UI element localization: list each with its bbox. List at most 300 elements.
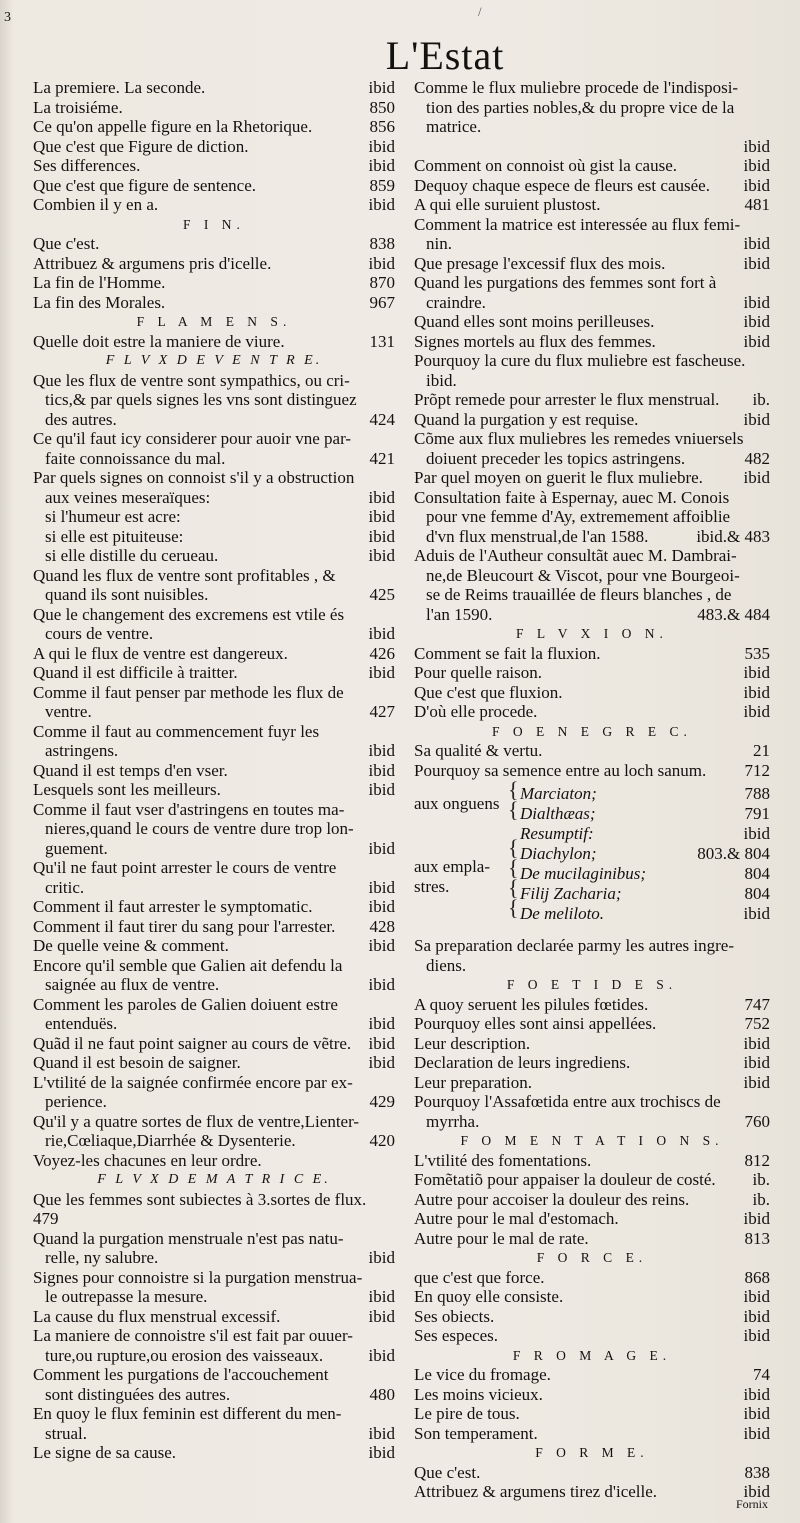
entry-text: La premiere. La seconde. [33, 78, 206, 97]
index-entry [414, 78, 770, 98]
index-entry [33, 78, 395, 98]
index-entry [33, 117, 395, 137]
index-entry [414, 1287, 770, 1307]
entry-text: Quelle doit estre la maniere de viure. [33, 331, 285, 351]
page-ref: 429 [369, 1092, 395, 1111]
index-entry [414, 1190, 770, 1210]
entry-text: si elle distille du cerueau. [45, 546, 219, 565]
entry-text: Comment la matrice est interessée au flux femi- [414, 214, 741, 234]
index-entry [414, 98, 770, 118]
brace-emplastres: { [508, 835, 519, 860]
index-entry [414, 1326, 770, 1346]
brace-item-text: De meliloto. [520, 904, 605, 923]
index-entry [414, 546, 770, 566]
entry-text: ne,de Bleucourt & Viscot, pour vne Bourgeoi- [426, 565, 740, 585]
page-ref: ibid [368, 1423, 395, 1443]
index-entry [33, 780, 395, 800]
page-ref: ibid [743, 824, 770, 843]
index-entry [414, 449, 770, 469]
index-entry [414, 1463, 770, 1483]
entry-text: des autres. [45, 409, 117, 429]
index-entry [33, 644, 395, 664]
index-entry [414, 1404, 770, 1424]
entry-text: que c'est que force. [414, 1267, 545, 1287]
index-entry [414, 332, 770, 352]
page-ref: ibid [743, 1287, 770, 1306]
page-ref: 967 [369, 292, 395, 312]
brace-list-item [414, 904, 770, 924]
index-entry [33, 566, 395, 586]
page-ref: ibid [743, 1209, 770, 1228]
index-entry [33, 488, 395, 508]
index-entry [33, 527, 395, 547]
entry-text: Combien il y en a. [33, 195, 159, 214]
entry-text: Son temperament. [414, 1423, 538, 1443]
section-heading: F L V X D E V E N T R E. [105, 353, 323, 368]
entry-text: ibid. [426, 370, 457, 390]
index-entry [414, 1268, 770, 1288]
index-entry [33, 800, 395, 820]
entry-text: Signes mortels au flux des femmes. [414, 331, 656, 351]
page-ref: 480 [369, 1384, 395, 1404]
entry-text: Attribuez & argumens pris d'icelle. [33, 253, 272, 273]
index-entry [414, 1209, 770, 1229]
index-entry [33, 429, 395, 449]
page-ref: 21 [753, 741, 770, 760]
entry-text: craindre. [426, 292, 486, 312]
entry-text: A quoy seruent les pilules fœtides. [414, 994, 649, 1014]
index-entry [33, 1268, 395, 1288]
entry-text: Pourquoy l'Assafœtida entre aux trochiscs de [414, 1092, 721, 1111]
section-heading: F L A M E N S. [136, 314, 292, 329]
right-column-bottom [414, 936, 770, 1502]
entry-text: La fin des Morales. [33, 292, 166, 312]
index-entry [414, 1053, 770, 1073]
entry-text: Quand il est besoin de saigner. [33, 1053, 241, 1072]
index-entry [33, 507, 395, 527]
index-entry [414, 1112, 770, 1132]
entry-text: Quand les flux de ventre sont profitables , & [33, 565, 336, 585]
entry-text: Leur preparation. [414, 1072, 532, 1092]
index-entry [33, 1346, 395, 1366]
entry-text: Ses differences. [33, 156, 141, 175]
page-ref: ibid [743, 1423, 770, 1443]
entry-text: le outrepasse la mesure. [45, 1287, 208, 1306]
index-entry [414, 273, 770, 293]
index-entry [414, 1092, 770, 1112]
index-entry [414, 429, 770, 449]
page-ref: 803.& 804 [697, 844, 770, 863]
entry-text: Le vice du fromage. [414, 1365, 551, 1384]
index-entry [33, 410, 395, 430]
section-heading: F O M E N T A T I O N S. [460, 1133, 724, 1148]
page-ref: 131 [369, 331, 395, 351]
entry-text: En quoy le flux feminin est different du men- [33, 1404, 342, 1423]
index-entry [414, 1151, 770, 1171]
index-entry [33, 1229, 395, 1249]
index-entry [33, 936, 395, 956]
index-entry [33, 897, 395, 917]
page-ref: 421 [369, 448, 395, 468]
page-ref: ibid [743, 663, 770, 682]
page-ref: ibid [368, 1033, 395, 1053]
entry-text: Quand il est difficile à traitter. [33, 663, 238, 682]
page-ref: ibid [743, 702, 770, 721]
page-ref: ibid [368, 663, 395, 682]
index-entry [33, 1443, 395, 1463]
page-ref: ibid [368, 1248, 395, 1267]
index-entry [414, 1034, 770, 1054]
page-ref: ibid [743, 468, 770, 487]
index-entry [414, 566, 770, 586]
page-ref: ibid [368, 975, 395, 994]
entry-text: perience. [45, 1092, 107, 1111]
page-ref: ibid [743, 175, 770, 195]
entry-text: si l'humeur est acre: [45, 507, 181, 526]
index-entry [33, 1248, 395, 1268]
index-entry [414, 1365, 770, 1385]
entry-text: Quand elles sont moins perilleuses. [414, 312, 655, 331]
index-entry [414, 371, 770, 391]
page-ref: 425 [369, 585, 395, 604]
index-entry [33, 1307, 395, 1327]
entry-text: Quand la purgation y est requise. [414, 409, 639, 429]
brace-onguens: { [508, 777, 519, 802]
index-entry [414, 1482, 770, 1502]
index-entry [414, 410, 770, 430]
entry-text: matrice. [426, 117, 482, 136]
page-ref: ibid [743, 331, 770, 351]
entry-text: Pourquoy sa semence entre au loch sanum. [414, 760, 707, 780]
index-entry [33, 605, 395, 625]
index-entry [414, 741, 770, 761]
index-entry [414, 215, 770, 235]
index-entry [33, 1034, 395, 1054]
entry-text: saignée au flux de ventre. [45, 975, 220, 994]
index-entry [33, 1190, 395, 1210]
entry-text: La cause du flux menstrual excessif. [33, 1306, 281, 1326]
index-entry [414, 312, 770, 332]
page-ref: ibid [368, 1345, 395, 1365]
entry-text: Comme le flux muliebre procede de l'indisposi- [414, 78, 739, 97]
index-entry [414, 293, 770, 313]
page-ref: 760 [744, 1111, 770, 1131]
entry-text: Pourquoy elles sont ainsi appellées. [414, 1014, 657, 1033]
entry-text: Sa qualité & vertu. [414, 741, 543, 760]
page-ref: ibid [368, 760, 395, 780]
page-ref: ibid [368, 487, 395, 507]
entry-text: Qu'il y a quatre sortes de flux de ventre,Lienter- [33, 1111, 360, 1131]
entry-text: Comme il faut au commencement fuyr les [33, 721, 320, 741]
ointment-plaster-brace-list [414, 777, 770, 936]
index-entry [33, 761, 395, 781]
index-entry [414, 1170, 770, 1190]
page-ref: ibid [368, 936, 395, 955]
page-ref: ibid [368, 877, 395, 897]
index-entry [414, 936, 770, 956]
page-ref: 74 [753, 1365, 770, 1384]
entry-text: Comme il faut penser par methode les flux de [33, 682, 344, 702]
page-ref: ibid [368, 195, 395, 214]
entry-text: se de Reims trauaillée de fleurs blanches , de [426, 585, 732, 604]
brace-emplastres-3: { [508, 875, 519, 900]
section-heading: F O R C E. [536, 1250, 648, 1265]
entry-text: myrrha. [426, 1111, 480, 1131]
entry-text: Pourquoy la cure du flux muliebre est fascheuse. [414, 351, 746, 370]
page-ref: 483.& 484 [697, 604, 770, 624]
right-column-top [414, 78, 770, 780]
page-ref: ibid [743, 253, 770, 273]
page-ref: ibid [743, 1072, 770, 1092]
index-entry [414, 644, 770, 664]
page-ref: 838 [744, 1462, 770, 1482]
entry-text: Leur description. [414, 1033, 531, 1053]
entry-text: Que le changement des excremens est vtile és [33, 604, 345, 624]
index-entry [414, 956, 770, 976]
page-ref: ibid [743, 904, 770, 923]
brace-group-label-emplastres: aux empla- stres. [414, 857, 490, 896]
page-ref: ibid.& 483 [696, 526, 770, 546]
page-ref: 868 [744, 1267, 770, 1287]
page-ref: ib. [752, 1170, 770, 1189]
brace-item-text: Resumptif: [520, 824, 594, 843]
index-entry [33, 1151, 395, 1171]
index-entry [33, 722, 395, 742]
entry-text: Quand les purgations des femmes sont fort à [414, 273, 717, 292]
brace-list-item [414, 884, 770, 904]
brace-list-item [414, 784, 770, 804]
index-entry [33, 819, 395, 839]
section-heading: F R O M A G E. [512, 1347, 672, 1363]
entry-text: ventre. [45, 702, 92, 721]
index-entry [33, 585, 395, 605]
brace-item-text: Dialthæas; [520, 804, 596, 823]
entry-text: La maniere de connoistre s'il est fait par ouuer- [33, 1326, 353, 1345]
index-entry [33, 1112, 395, 1132]
section-heading: F O E T I D E S. [506, 977, 678, 992]
page-ref: ib. [752, 1189, 770, 1209]
entry-text: Ses obiects. [414, 1306, 495, 1326]
page-ref: ibid [368, 78, 395, 97]
brace-emplastres-2: { [508, 855, 519, 880]
entry-text: si elle est pituiteuse: [45, 526, 184, 546]
page-ref: 870 [369, 273, 395, 292]
index-column-right [414, 78, 770, 1502]
brace-list-item [414, 844, 770, 864]
entry-text: D'où elle procede. [414, 702, 538, 721]
index-entry [33, 468, 395, 488]
entry-text: Voyez-les chacunes en leur ordre. [33, 1150, 262, 1170]
entry-text: La fin de l'Homme. [33, 273, 166, 292]
index-entry [33, 195, 395, 215]
entry-text: nin. [426, 234, 452, 253]
entry-text: Les moins vicieux. [414, 1384, 543, 1404]
page-ref: 813 [744, 1228, 770, 1248]
page-ref: ibid [743, 292, 770, 312]
index-entry [414, 507, 770, 527]
page-ref: ibid [368, 136, 395, 156]
entry-text: La troisiéme. [33, 97, 123, 117]
top-mark: / [478, 4, 482, 19]
page-ref: ibid [743, 136, 770, 156]
index-entry [33, 1326, 395, 1346]
page-ref: ibid [368, 507, 395, 526]
brace-item-text: Marciaton; [520, 784, 597, 803]
page-ref: ibid [368, 1287, 395, 1306]
entry-text: l'an 1590. [426, 604, 493, 624]
page-ref: ibid [368, 156, 395, 175]
entry-text: Qu'il ne faut point arrester le cours de ventre [33, 858, 337, 877]
page-ref: 859 [369, 175, 395, 195]
index-entry [33, 995, 395, 1015]
entry-text: Que les femmes sont subiectes à 3.sortes de flux. [33, 1189, 367, 1209]
entry-text: L'vtilité de la saignée confirmée encore par ex- [33, 1072, 353, 1092]
page-ref: 535 [744, 643, 770, 663]
entry-text: doiuent preceder les topics astringens. [426, 448, 686, 468]
entry-text: Comment les paroles de Galien doiuent estre [33, 994, 338, 1014]
brace-list-item [414, 824, 770, 844]
page-ref: ibid [368, 1443, 395, 1462]
index-entry [33, 858, 395, 878]
section-heading: F I N. [183, 216, 245, 232]
index-entry [414, 1385, 770, 1405]
entry-text: Que c'est. [414, 1462, 481, 1482]
page-ref: 791 [744, 804, 770, 823]
index-entry [33, 702, 395, 722]
index-entry [33, 878, 395, 898]
entry-text: Comment il faut tirer du sang pour l'arrester. [33, 916, 336, 936]
index-entry [33, 137, 395, 157]
entry-text: critic. [45, 877, 85, 897]
index-entry [33, 839, 395, 859]
index-entry [414, 176, 770, 196]
section-heading: F O R M E. [535, 1445, 649, 1460]
brace-emplastres-4: { [508, 895, 519, 920]
index-entry [414, 1014, 770, 1034]
index-entry [33, 273, 395, 293]
page-ref: ibid [743, 409, 770, 429]
entry-text: Ce qu'on appelle figure en la Rhetorique. [33, 117, 313, 136]
index-entry [33, 624, 395, 644]
entry-text: 479 [33, 1209, 59, 1228]
entry-text: Que c'est que fluxion. [414, 682, 563, 702]
index-entry [33, 371, 395, 391]
index-entry [414, 117, 770, 137]
entry-text: aux veines meseraïques: [45, 487, 211, 507]
entry-text: A qui elle suruient plustost. [414, 195, 601, 214]
entry-text: sont distinguées des autres. [45, 1384, 231, 1404]
entry-text: Comment les purgations de l'accouchement [33, 1365, 329, 1384]
index-entry [33, 98, 395, 118]
index-entry [33, 156, 395, 176]
brace-item-text: Filij Zacharia; [520, 884, 622, 903]
entry-text: Ses especes. [414, 1326, 499, 1345]
page-ref: ibid [743, 156, 770, 175]
entry-text: d'vn flux menstrual,de l'an 1588. [426, 526, 649, 546]
page-ref: ibid [743, 1482, 770, 1501]
index-entry [33, 1209, 395, 1229]
entry-text: Que les flux de ventre sont sympathics, ou cri- [33, 370, 350, 390]
index-entry [33, 741, 395, 761]
entry-text: Prõpt remede pour arrester le flux menstrual. [414, 390, 720, 409]
page-ref: 812 [744, 1150, 770, 1170]
index-entry [414, 1424, 770, 1444]
running-head: L'Estat [385, 33, 505, 78]
entry-text: rie,Cœliaque,Diarrhée & Dysenterie. [45, 1131, 296, 1150]
index-entry [414, 488, 770, 508]
index-entry [33, 1092, 395, 1112]
page-ref: ibid [368, 624, 395, 643]
page-ref: ibid [368, 526, 395, 546]
page-ref: ibid [743, 1053, 770, 1072]
entry-text: tion des parties nobles,& du propre vice de la [426, 97, 735, 117]
index-entry [33, 234, 395, 254]
index-entry [414, 1307, 770, 1327]
entry-text: Sa preparation declarée parmy les autres ingre- [414, 936, 735, 955]
page-ref: 747 [744, 994, 770, 1014]
entry-text: ture,ou rupture,ou erosion des vaisseaux. [45, 1345, 324, 1365]
index-entry [414, 234, 770, 254]
index-entry [33, 917, 395, 937]
index-entry [414, 605, 770, 625]
entry-text: cours de ventre. [45, 624, 154, 643]
page-ref: ibid [368, 780, 395, 799]
brace-onguens-2: { [508, 797, 519, 822]
index-entry [33, 254, 395, 274]
entry-text: Declaration de leurs ingrediens. [414, 1053, 631, 1072]
page-ref: ibid [368, 546, 395, 565]
index-entry [33, 1287, 395, 1307]
index-entry [414, 156, 770, 176]
entry-text: Quand il est temps d'en vser. [33, 760, 228, 780]
entry-text: De quelle veine & comment. [33, 936, 229, 955]
page-ref: 428 [369, 916, 395, 936]
page-ref: ibid [743, 1326, 770, 1345]
brace-item-text: De mucilaginibus; [520, 864, 647, 883]
page-ref: 482 [744, 448, 770, 468]
entry-text: Consultation faite à Espernay, auec M. Conois [414, 487, 730, 507]
index-entry [33, 546, 395, 566]
entry-text: Quãd il ne faut point saigner au cours de vẽtre. [33, 1033, 352, 1053]
page-ref: ibid [743, 1306, 770, 1326]
page-ref: 856 [369, 117, 395, 136]
entry-text: guement. [45, 838, 108, 858]
section-heading: F O E N E G R E C. [492, 723, 692, 739]
entry-text: Le pire de tous. [414, 1404, 520, 1423]
entry-text: Le signe de sa cause. [33, 1443, 177, 1462]
index-entry [33, 293, 395, 313]
entry-text: Autre pour accoiser la douleur des reins. [414, 1189, 690, 1209]
page-ref: 838 [369, 234, 395, 253]
page-ref: ibid [368, 1053, 395, 1072]
index-entry [33, 332, 395, 352]
entry-text: pour vne femme d'Ay, extremement affoiblie [426, 507, 731, 526]
page-ref: ibid [368, 741, 395, 760]
entry-text: Comment se fait la fluxion. [414, 643, 601, 663]
page-ref: 427 [369, 702, 395, 721]
index-entry [414, 585, 770, 605]
page-ref: ibid [368, 1014, 395, 1033]
entry-text: faite connoissance du mal. [45, 448, 226, 468]
entry-text: quand ils sont nuisibles. [45, 585, 209, 604]
entry-text: Que presage l'excessif flux des mois. [414, 253, 666, 273]
page-ref: 424 [369, 409, 395, 429]
page-ref: ibid [743, 682, 770, 702]
page-ref: ibid [743, 1033, 770, 1053]
index-entry [414, 683, 770, 703]
brace-item-text: Diachylon; [520, 844, 597, 863]
entry-text: A qui le flux de ventre est dangereux. [33, 643, 288, 663]
